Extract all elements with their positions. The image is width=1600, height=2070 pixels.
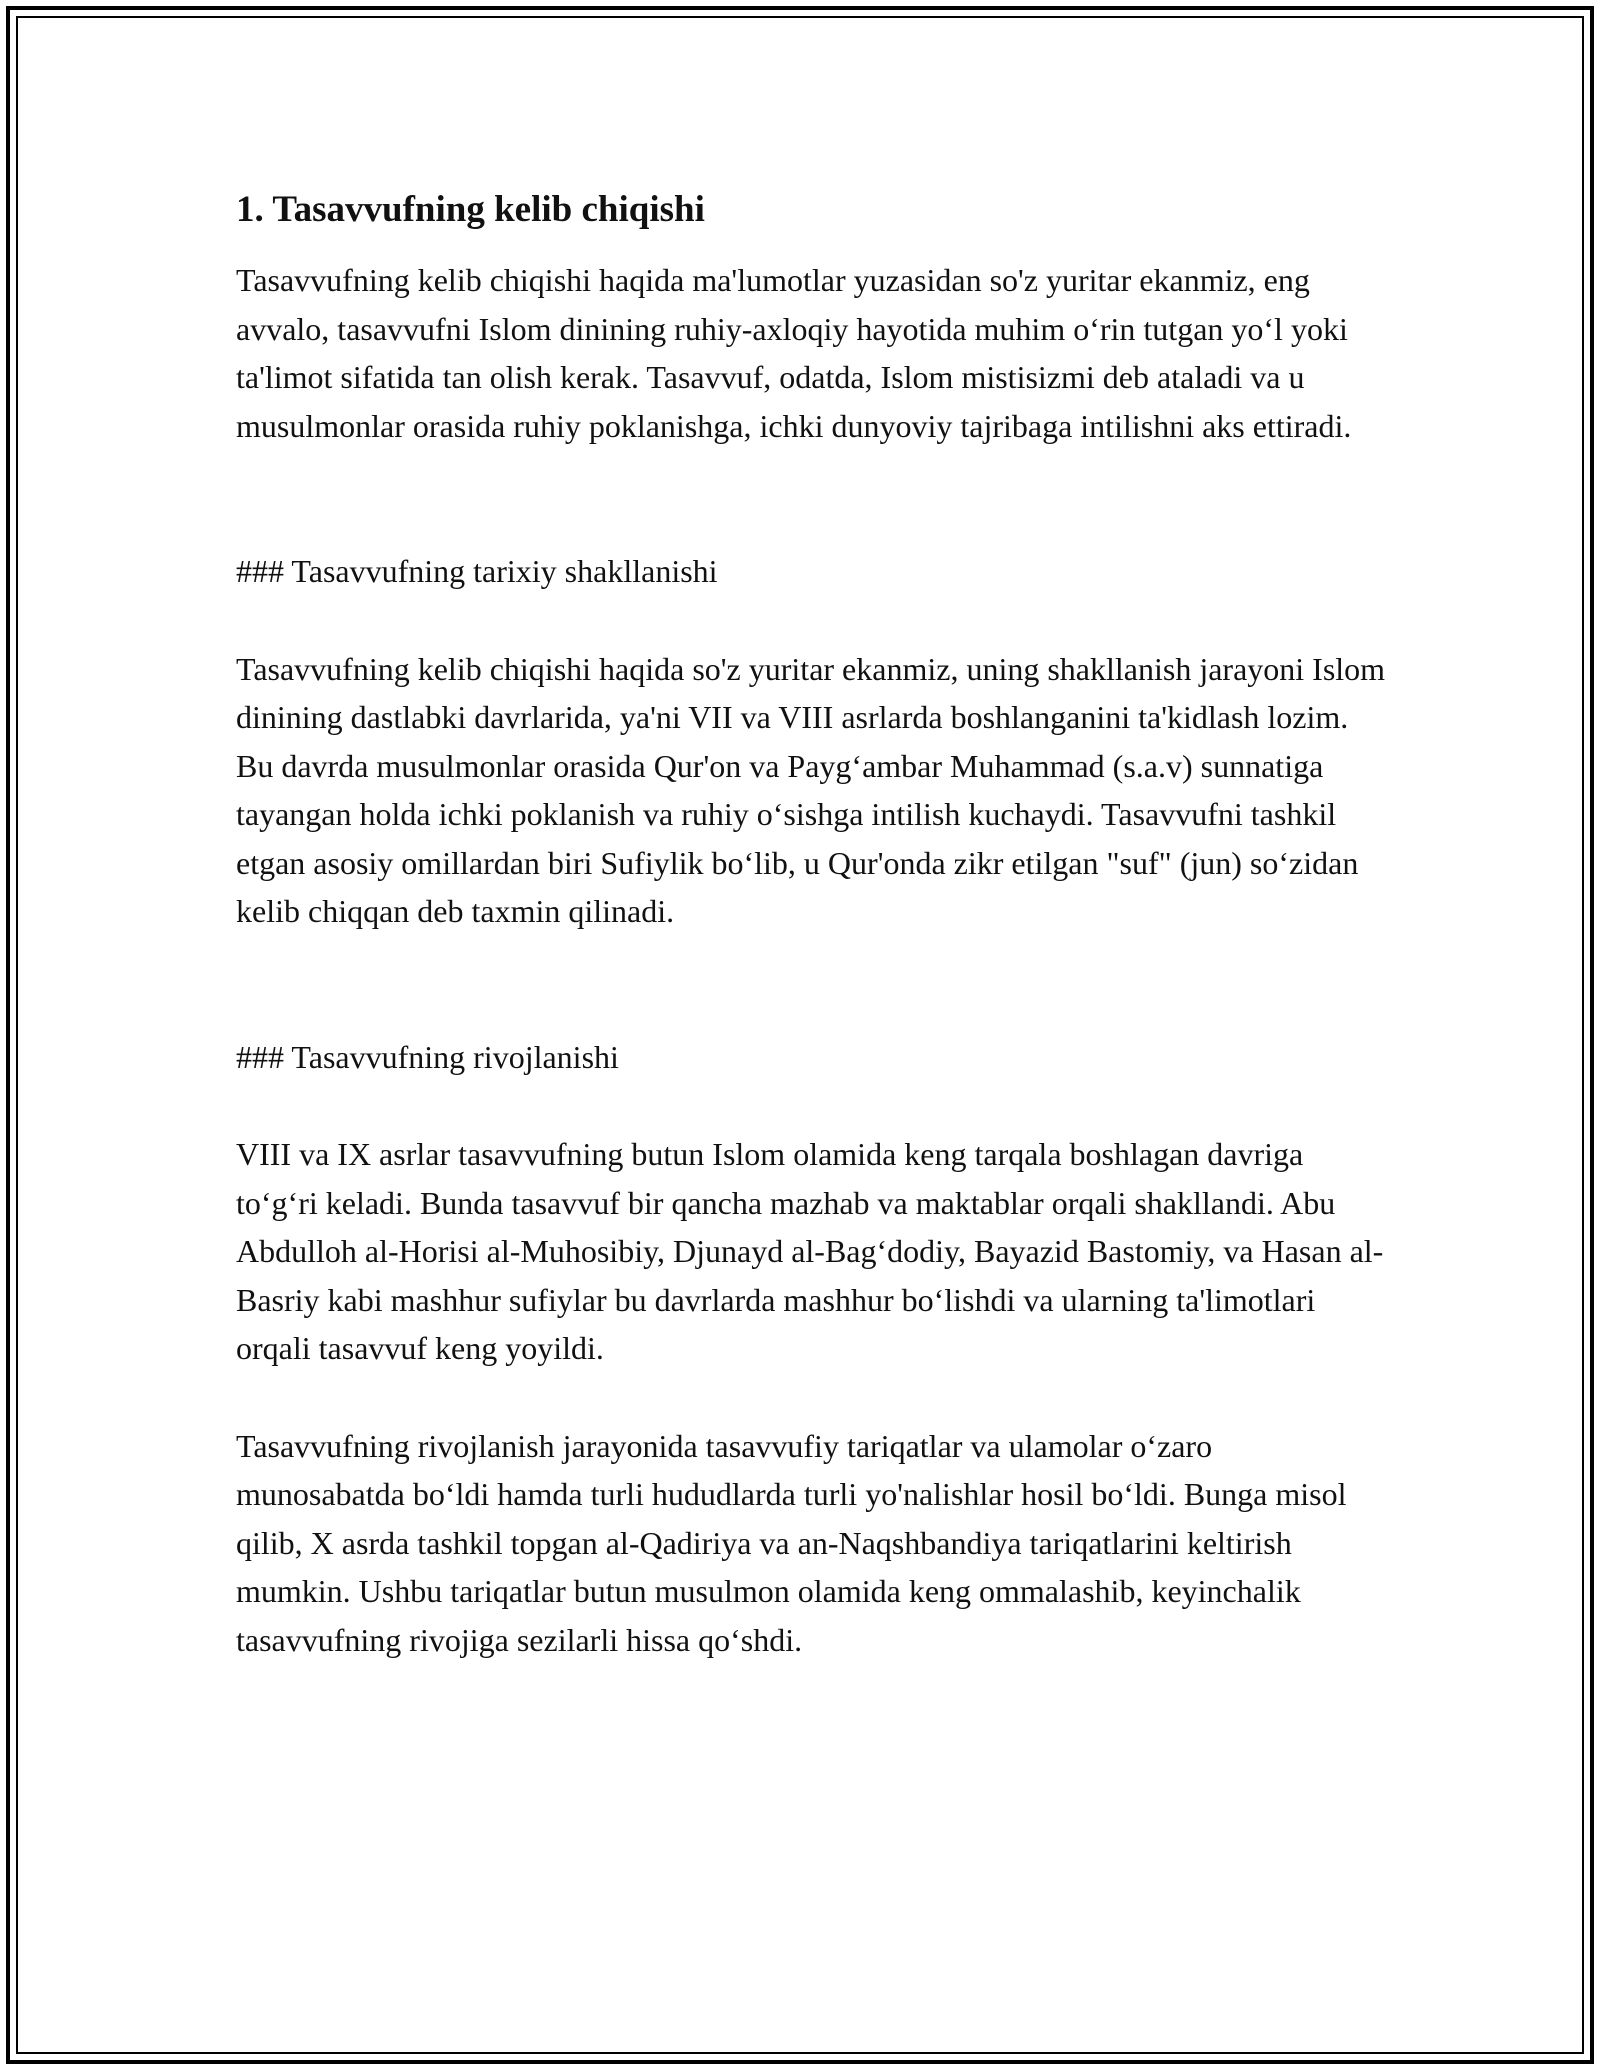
development-paragraph-2: Tasavvufning rivojlanish jarayonida tasavvufiy tariqatlar va ulamolar o‘zaro munosabatda bo‘ldi hamda turli hududlarda turli yo'nalishlar hosil bo‘ldi. Bunga misol qilib, X asrda tashkil topgan al-Qadiriya va an-Naqshbandiya tariqatlarini keltirish mumkin. Ushbu tariqatlar butun musulmon olamida keng ommalashib, keyinchalik tasavvufning rivojiga sezilarli hissa qo‘shdi.	[236, 1427, 1347, 1658]
spacer	[236, 1373, 1386, 1422]
document-title: 1. Tasavvufning kelib chiqishi	[236, 189, 705, 230]
spacer	[236, 596, 1386, 645]
intro-paragraph: Tasavvufning kelib chiqishi haqida ma'lumotlar yuzasidan so'z yuritar ekanmiz, eng avvalo, tasavvufni Islom dinining ruhiy-axloqiy hayotida muhim o‘rin tutgan yo‘l yoki ta'limot sifatida tan olish kerak. Tasavvuf, odatda, Islom mistisizmi deb ataladi va u musulmonlar orasida ruhiy poklanishga, ichki dunyoviy tajribaga intilishni aks ettiradi.	[236, 262, 1352, 444]
document-body	[236, 186, 1386, 1664]
section-heading-history: ### Tasavvufning tarixiy shakllanishi	[236, 553, 718, 589]
spacer	[236, 450, 1386, 547]
development-paragraph-1: VIII va IX asrlar tasavvufning butun Islom olamida keng tarqala boshlagan davriga to‘g‘ri keladi. Bunda tasavvuf bir qancha mazhab va maktablar orqali shakllandi. Abu Abdulloh al-Horisi al-Muhosibiy, Djunayd al-Bag‘dodiy, Bayazid Bastomiy, va Hasan al-Basriy kabi mashhur sufiylar bu davrlarda mashhur bo‘lishdi va ularning ta'limotlari orqali tasavvuf keng yoyildi.	[236, 1136, 1384, 1366]
spacer	[236, 1081, 1386, 1130]
section-heading-development: ### Tasavvufning rivojlanishi	[236, 1038, 619, 1075]
history-paragraph: Tasavvufning kelib chiqishi haqida so'z yuritar ekanmiz, uning shakllanish jarayoni Islom dinining dastlabki davrlarida, ya'ni VII va VIII asrlarda boshlanganini ta'kidlash lozim. Bu davrda musulmonlar orasida Qur'on va Payg‘ambar Muhammad (s.a.v) sunnatiga tayangan holda ichki poklanish va ruhiy o‘sishga intilish kuchaydi. Tasavvufni tashkil etgan asosiy omillardan biri Sufiylik bo‘lib, u Qur'onda zikr etilgan "suf" (jun) so‘zidan kelib chiqqan deb taxmin qilinadi.	[236, 650, 1386, 929]
spacer	[236, 936, 1386, 1033]
